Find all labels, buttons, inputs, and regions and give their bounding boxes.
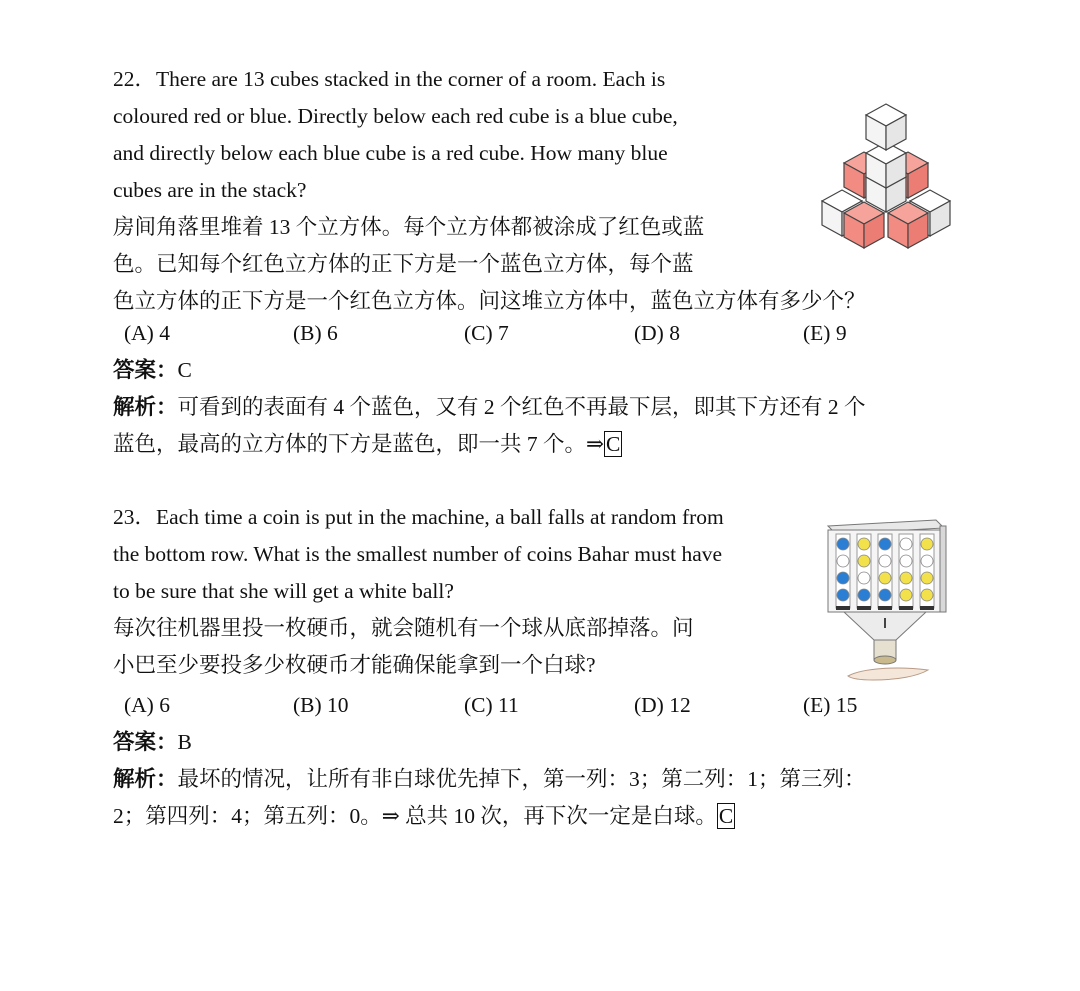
q23-analysis-text-2: 2；第四列：4；第五列：0。⇒ 总共 10 次，再下次一定是白球。 bbox=[113, 804, 717, 828]
q23-en-line-3: to be sure that she will get a white ball? bbox=[113, 579, 454, 603]
tube-base bbox=[878, 606, 892, 610]
q22-answer-box: C bbox=[606, 432, 621, 456]
q22-analysis-text-2: 蓝色，最高的立方体的下方是蓝色，即一共 7 个。⇒ bbox=[113, 432, 605, 456]
yellow-ball bbox=[858, 555, 870, 567]
hand-icon bbox=[848, 668, 928, 680]
q22-analysis-label: 解析： bbox=[113, 395, 178, 419]
q23-analysis-line-2 bbox=[113, 798, 735, 835]
yellow-ball bbox=[900, 572, 912, 584]
blue-ball bbox=[879, 538, 891, 550]
q23-en-line-1: 23．Each time a coin is put in the machine, a ball falls at random from bbox=[113, 505, 724, 529]
white-ball bbox=[921, 555, 933, 567]
q22-option-c: (C) 7 bbox=[464, 321, 509, 345]
q22-option-b: (B) 6 bbox=[293, 321, 338, 345]
ball-machine-figure bbox=[818, 518, 952, 688]
tube-base bbox=[899, 606, 913, 610]
blue-ball bbox=[837, 538, 849, 550]
white-ball bbox=[879, 555, 891, 567]
q22-answer-value: C bbox=[177, 358, 192, 382]
q22-zh-line-2: 色。已知每个红色立方体的正下方是一个蓝色立方体，每个蓝 bbox=[113, 252, 694, 276]
cube-icon bbox=[866, 104, 906, 150]
q23-option-a: (A) 6 bbox=[124, 693, 170, 717]
q22-en-line-1: 22．There are 13 cubes stacked in the corner of a room. Each is bbox=[113, 67, 666, 91]
tube-base bbox=[836, 606, 850, 610]
q22-analysis-text-1: 可看到的表面有 4 个蓝色，又有 2 个红色不再最下层，即其下方还有 2 个 bbox=[177, 395, 866, 419]
q23-option-d: (D) 12 bbox=[634, 693, 691, 717]
q23-option-c: (C) 11 bbox=[464, 693, 519, 717]
blue-ball bbox=[879, 589, 891, 601]
q23-answer-value: B bbox=[177, 730, 192, 754]
q22-option-a: (A) 4 bbox=[124, 321, 170, 345]
white-ball bbox=[858, 572, 870, 584]
q22-option-d: (D) 8 bbox=[634, 321, 680, 345]
q23-answer-label: 答案： bbox=[113, 730, 178, 754]
q22-en-line-4: cubes are in the stack? bbox=[113, 178, 307, 202]
yellow-ball bbox=[900, 589, 912, 601]
q23-analysis-label: 解析： bbox=[113, 767, 178, 791]
blue-ball bbox=[837, 589, 849, 601]
yellow-ball bbox=[921, 589, 933, 601]
q22-analysis-line-2 bbox=[113, 426, 622, 463]
blue-ball bbox=[858, 589, 870, 601]
yellow-ball bbox=[921, 538, 933, 550]
white-ball bbox=[900, 538, 912, 550]
cube-stack-figure bbox=[818, 100, 953, 258]
q22-zh-line-3: 色立方体的正下方是一个红色立方体。问这堆立方体中，蓝色立方体有多少个？ bbox=[113, 289, 866, 313]
blue-ball bbox=[837, 572, 849, 584]
q23-option-e: (E) 15 bbox=[803, 693, 858, 717]
yellow-ball bbox=[858, 538, 870, 550]
q23-analysis-line-1 bbox=[113, 761, 866, 798]
q22-analysis-line-1 bbox=[113, 389, 866, 426]
yellow-ball bbox=[921, 572, 933, 584]
q23-zh-line-2: 小巴至少要投多少枚硬币才能确保能拿到一个白球? bbox=[113, 653, 596, 677]
q23-analysis-text-1: 最坏的情况，让所有非白球优先掉下，第一列：3；第二列：1；第三列： bbox=[177, 767, 866, 791]
q23-option-b: (B) 10 bbox=[293, 693, 349, 717]
q22-en-line-3: and directly below each blue cube is a red cube. How many blue bbox=[113, 141, 668, 165]
white-ball bbox=[900, 555, 912, 567]
tube-base bbox=[857, 606, 871, 610]
yellow-ball bbox=[879, 572, 891, 584]
q23-answer-box: C bbox=[718, 804, 734, 828]
q22-zh-line-1: 房间角落里堆着 13 个立方体。每个立方体都被涂成了红色或蓝 bbox=[113, 215, 705, 239]
tube-base bbox=[920, 606, 934, 610]
q23-en-line-2: the bottom row. What is the smallest number of coins Bahar must have bbox=[113, 542, 723, 566]
white-ball bbox=[837, 555, 849, 567]
q22-answer bbox=[113, 352, 192, 389]
q23-answer bbox=[113, 724, 192, 761]
q22-answer-label: 答案： bbox=[113, 358, 178, 382]
q23-zh-line-1: 每次往机器里投一枚硬币，就会随机有一个球从底部掉落。问 bbox=[113, 616, 694, 640]
q22-option-e: (E) 9 bbox=[803, 321, 847, 345]
q22-en-line-2: coloured red or blue. Directly below each red cube is a blue cube, bbox=[113, 104, 678, 128]
